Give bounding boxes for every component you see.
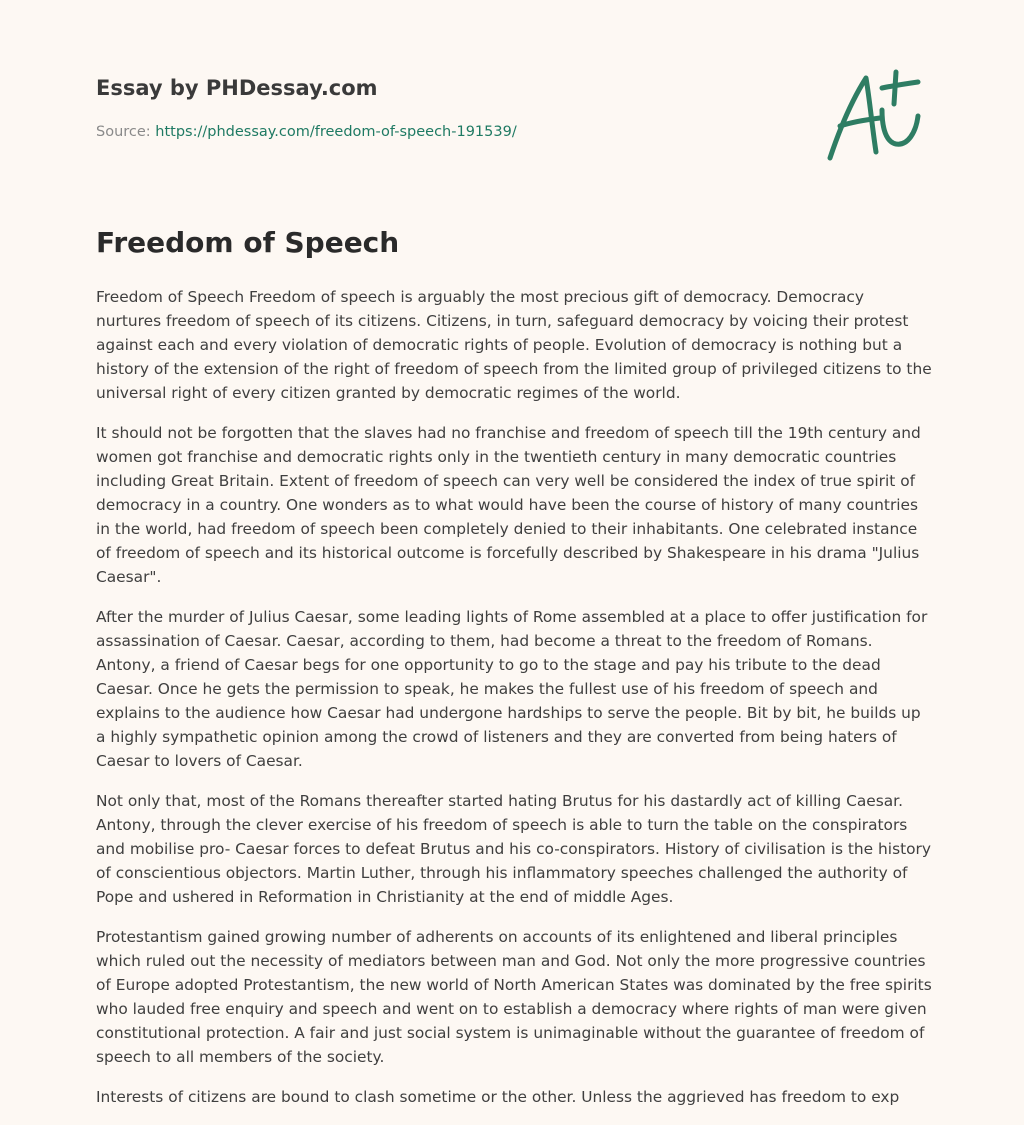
source-line bbox=[96, 124, 517, 140]
a-plus-grade-icon bbox=[818, 66, 930, 166]
site-title: Essay by PHDessay.com bbox=[96, 76, 378, 100]
essay-title: Freedom of Speech bbox=[96, 226, 400, 259]
source-link[interactable]: https://phdessay.com/freedom-of-speech-191539/ bbox=[155, 124, 517, 140]
source-label: Source: bbox=[96, 124, 156, 140]
essay-paragraph: Interests of citizens are bound to clash sometime or the other. Unless the aggrieved has freedom to exp bbox=[96, 1088, 900, 1106]
essay-paragraph: Protestantism gained growing number of adherents on accounts of its enlightened and liberal principles which ruled out the necessity of mediators between man and God. Not only the more progressive countries of Europe adopted Protestantism, the new world of North American States was dominated by the free spirits who lauded free enquiry and speech and went on to establish a democracy where rights of man were given constitutional protection. A fair and just social system is unimaginable without the guarantee of freedom of speech to all members of the society. bbox=[96, 928, 932, 1066]
essay-body bbox=[96, 285, 932, 1125]
essay-paragraph: After the murder of Julius Caesar, some leading lights of Rome assembled at a place to offer justification for assassination of Caesar. Caesar, according to them, had become a threat to the freedom of Romans. Antony, a friend of Caesar begs for one opportunity to go to the stage and pay his tribute to the dead Caesar. Once he gets the permission to speak, he makes the fullest use of his freedom of speech and explains to the audience how Caesar had undergone hardships to serve the people. Bit by bit, he builds up a highly sympathetic opinion among the crowd of listeners and they are converted from being haters of Caesar to lovers of Caesar. bbox=[96, 608, 928, 770]
essay-paragraph: Freedom of Speech Freedom of speech is arguably the most precious gift of democracy. Democracy nurtures freedom of speech of its citizens. Citizens, in turn, safeguard democracy by voicing their protest against each and every violation of democratic rights of people. Evolution of democracy is nothing but a history of the extension of the right of freedom of speech from the limited group of privileged citizens to the universal right of every citizen granted by democratic regimes of the world. bbox=[96, 288, 932, 402]
essay-paragraph: Not only that, most of the Romans thereafter started hating Brutus for his dastardly act of killing Caesar. Antony, through the clever exercise of his freedom of speech is able to turn the table on the conspirators and mobilise pro- Caesar forces to defeat Brutus and his co-conspirators. History of civilisation is the history of conscientious objectors. Martin Luther, through his inflammatory speeches challenged the authority of Pope and ushered in Reformation in Christianity at the end of middle Ages. bbox=[96, 792, 931, 906]
essay-paragraph: It should not be forgotten that the slaves had no franchise and freedom of speech till the 19th century and women got franchise and democratic rights only in the twentieth century in many democratic countries including Great Britain. Extent of freedom of speech can very well be considered the index of true spirit of democracy in a country. One wonders as to what would have been the course of history of many countries in the world, had freedom of speech been completely denied to their inhabitants. One celebrated instance of freedom of speech and its historical outcome is forcefully described by Shakespeare in his drama "Julius Caesar". bbox=[96, 424, 921, 586]
